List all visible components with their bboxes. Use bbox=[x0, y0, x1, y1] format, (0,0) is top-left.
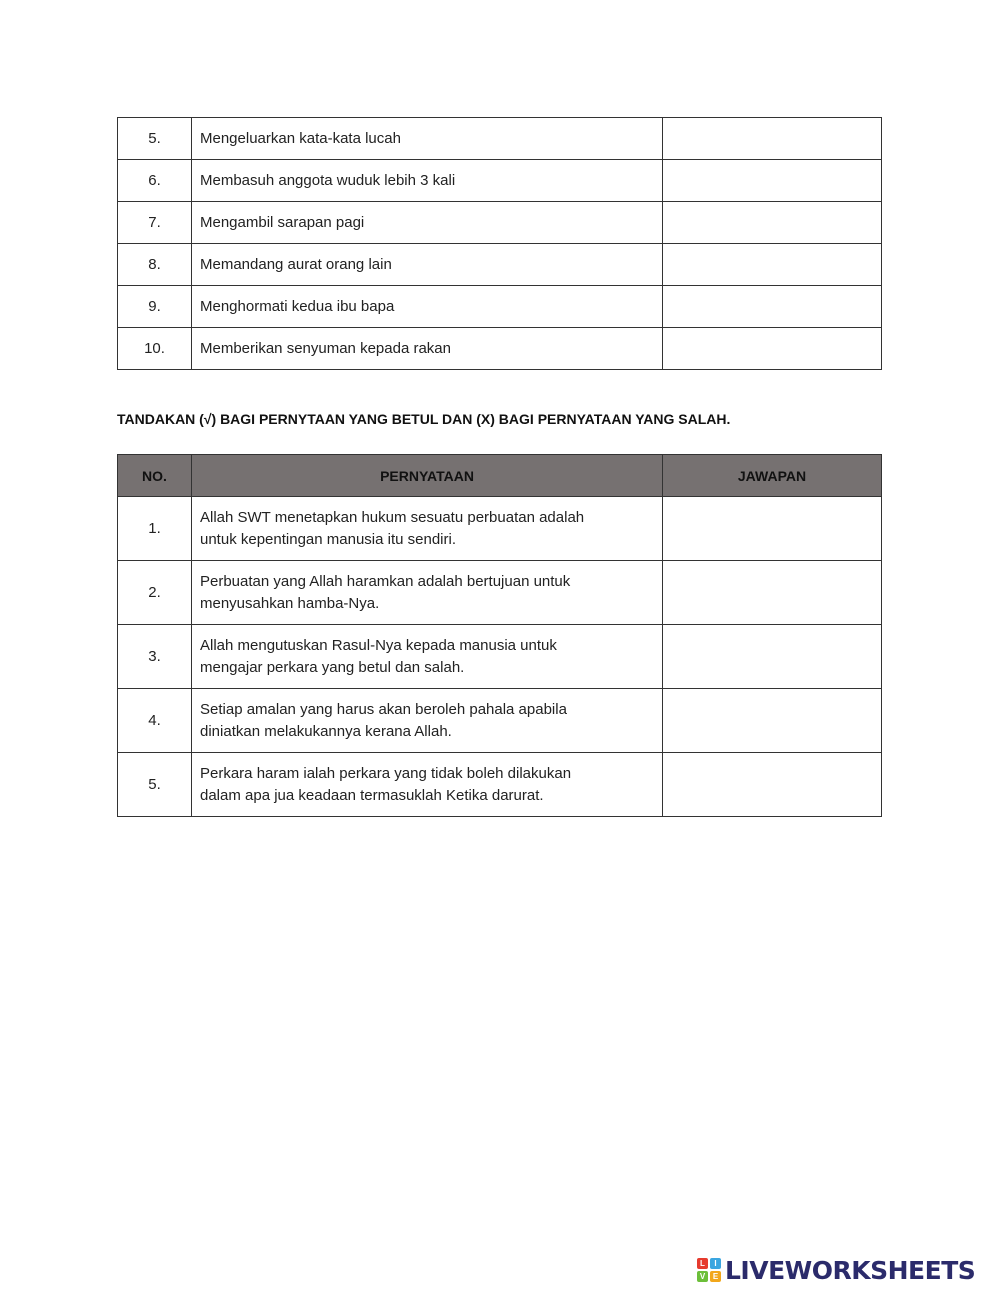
row-number: 6. bbox=[118, 160, 192, 202]
row-number: 5. bbox=[118, 118, 192, 160]
instruction-heading: TANDAKAN (√) BAGI PERNYTAAN YANG BETUL DAN (X) BAGI PERNYATAAN YANG SALAH. bbox=[117, 411, 731, 427]
statement-text: Mengeluarkan kata-kata lucah bbox=[192, 118, 663, 160]
true-false-table bbox=[117, 454, 882, 817]
answer-cell[interactable] bbox=[663, 202, 882, 244]
table-row bbox=[118, 753, 882, 817]
answer-cell[interactable] bbox=[663, 689, 882, 753]
statement-text: Memandang aurat orang lain bbox=[192, 244, 663, 286]
row-number: 10. bbox=[118, 328, 192, 370]
statement-line-1: Perkara haram ialah perkara yang tidak boleh dilakukan bbox=[200, 764, 572, 782]
statement-line-2: diniatkan melakukannya kerana Allah. bbox=[200, 722, 452, 740]
answer-cell[interactable] bbox=[663, 625, 882, 689]
statement-text: Membasuh anggota wuduk lebih 3 kali bbox=[192, 160, 663, 202]
header-statement: PERNYATAAN bbox=[192, 455, 663, 497]
header-answer: JAWAPAN bbox=[663, 455, 882, 497]
answer-cell[interactable] bbox=[663, 753, 882, 817]
answer-cell[interactable] bbox=[663, 160, 882, 202]
row-number: 4. bbox=[118, 689, 192, 753]
table-row bbox=[118, 118, 882, 160]
row-number: 2. bbox=[118, 561, 192, 625]
row-number: 3. bbox=[118, 625, 192, 689]
table-row bbox=[118, 625, 882, 689]
statement-text bbox=[192, 625, 663, 689]
logo-tile: E bbox=[710, 1271, 721, 1282]
answer-cell[interactable] bbox=[663, 286, 882, 328]
statement-line-2: mengajar perkara yang betul dan salah. bbox=[200, 658, 465, 676]
row-number: 8. bbox=[118, 244, 192, 286]
logo-tile: V bbox=[697, 1271, 708, 1282]
row-number: 5. bbox=[118, 753, 192, 817]
answer-cell[interactable] bbox=[663, 328, 882, 370]
liveworksheets-brand bbox=[697, 1255, 975, 1285]
top-statement-table bbox=[117, 117, 882, 370]
statement-text bbox=[192, 561, 663, 625]
liveworksheets-logo-icon bbox=[697, 1258, 721, 1282]
statement-line-1: Allah mengutuskan Rasul-Nya kepada manusia untuk bbox=[200, 636, 557, 654]
answer-cell[interactable] bbox=[663, 561, 882, 625]
table-row bbox=[118, 286, 882, 328]
statement-line-1: Setiap amalan yang harus akan beroleh pahala apabila bbox=[200, 700, 567, 718]
row-number: 7. bbox=[118, 202, 192, 244]
table-row bbox=[118, 328, 882, 370]
statement-line-2: untuk kepentingan manusia itu sendiri. bbox=[200, 530, 456, 548]
logo-tile: L bbox=[697, 1258, 708, 1269]
header-no: NO. bbox=[118, 455, 192, 497]
statement-line-2: menyusahkan hamba-Nya. bbox=[200, 594, 380, 612]
row-number: 1. bbox=[118, 497, 192, 561]
statement-text: Mengambil sarapan pagi bbox=[192, 202, 663, 244]
logo-tile: I bbox=[710, 1258, 721, 1269]
answer-cell[interactable] bbox=[663, 244, 882, 286]
statement-text: Menghormati kedua ibu bapa bbox=[192, 286, 663, 328]
statement-text bbox=[192, 689, 663, 753]
table-header-row bbox=[118, 455, 882, 497]
statement-text bbox=[192, 497, 663, 561]
table-row bbox=[118, 561, 882, 625]
table-row bbox=[118, 497, 882, 561]
table-row bbox=[118, 689, 882, 753]
table-row bbox=[118, 160, 882, 202]
statement-line-1: Allah SWT menetapkan hukum sesuatu perbuatan adalah bbox=[200, 508, 585, 526]
answer-cell[interactable] bbox=[663, 118, 882, 160]
row-number: 9. bbox=[118, 286, 192, 328]
table-row bbox=[118, 244, 882, 286]
brand-name: LIVEWORKSHEETS bbox=[725, 1255, 976, 1285]
statement-line-1: Perbuatan yang Allah haramkan adalah bertujuan untuk bbox=[200, 572, 571, 590]
answer-cell[interactable] bbox=[663, 497, 882, 561]
statement-text: Memberikan senyuman kepada rakan bbox=[192, 328, 663, 370]
table-row bbox=[118, 202, 882, 244]
statement-text bbox=[192, 753, 663, 817]
statement-line-2: dalam apa jua keadaan termasuklah Ketika darurat. bbox=[200, 786, 544, 804]
